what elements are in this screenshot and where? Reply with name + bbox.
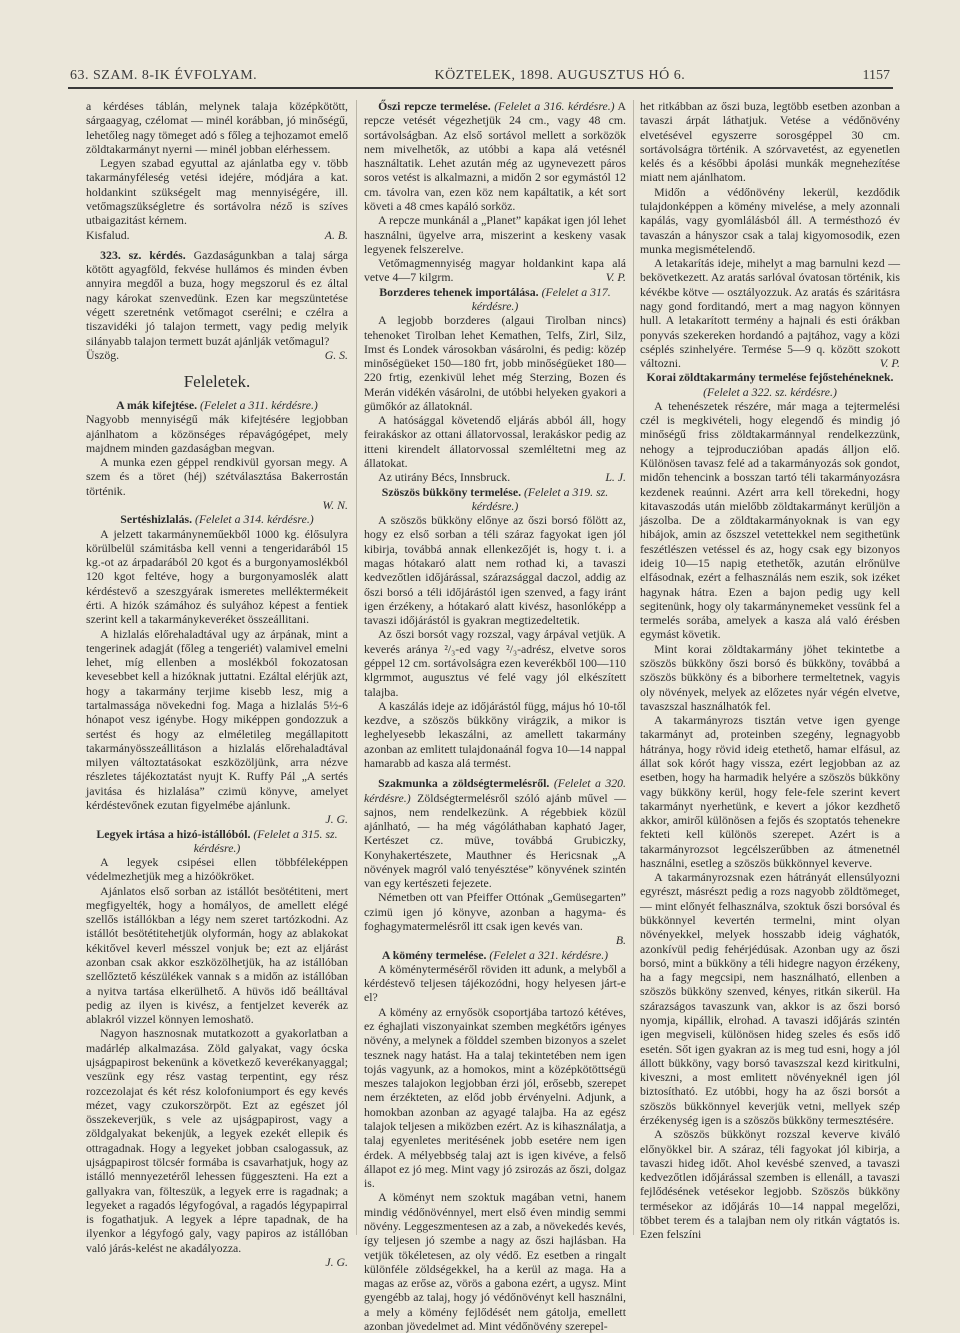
question-number: 323. sz. kérdés. [100,247,186,262]
answer-title: A kömény termelése. [381,947,487,962]
paragraph [364,256,626,285]
signature-place: Üszög. [86,347,120,362]
answer-ref: (Felelet a 317. kérdésre.) [471,284,611,313]
paragraph: A munka ezen géppel rendkivül gyorsan megy. A szem és a töret (héj) szétválasztása Bakerrostán történik. [86,455,348,498]
paragraph: A legyek csipései ellen többféleképpen védelmezhetjük meg a hizóökröket. [86,855,348,884]
column-3 [640,99,900,1242]
paragraph: het ritkábban az őszi buza, legtöbb esetben azonban a tavaszi árpát láthatjuk. Vetése a védőnövény elvetésével egyszerre sorosgéppel 30 cm. sortávolságra történik. A szórvavetést, az egyenetlen kelés és a későbbi ápolási munkák megnehezítése miatt nem ajánlhatom. [640,99,900,185]
answer-heading [364,285,626,314]
page-number: 1157 [862,68,890,83]
answer-title: Őszi repcze termelése. [378,99,491,113]
section-heading: Feleletek. [183,372,251,392]
paragraph: Németben ott van Pfeiffer Ottónak „Gemüsegarten” czimü igen jó könyve, azonban a hagyma- és foghagymatermelésről itt csak igen kevés van. [364,890,626,934]
answer-ref: (Felelet a 314. kérdésre.) [195,512,314,527]
answer-ref: (Felelet a 315. sz. kérdésre.) [193,826,338,855]
paragraph: A hizlalás előrehaladtával ugy az árpának, mint a tengerinek adagját (főleg a tengeriét) valamivel emelni lehet, míg ellenben a moslékból fokozatosan kevesebbet kell a hizóknak juttatni. Ezáltal elérjük azt, hogy a takarmány terjime kisebb lesz, mig a tartalmassága növekedni fog. Maga a hizlalás 5½-6 hónapot vesz igénybe. Hogy miképpen gondozzuk a sertést és hogy az elméletileg megállapitott takarmányösszeállitáson a hizlalás előrehaladtával milyen változtatásokat eszközöljünk, arra nézve részletes tájékoztatást nyujt K. Ruffy Pál „A sertés javitása és hizlalása” czimü könyve, amelyet kérdéstevőnek ezutan figyelmébe ajánlunk. [86,626,348,812]
answer-ref: (Felelet a 319. sz. kérdésre.) [471,484,609,513]
answer-heading [640,370,900,399]
header-rule [68,87,893,89]
paragraph: a kérdéses táblán, melynek talaja középkötött, sárgaagyag, czélomat — minél korábban, jó minőségű, lehetőleg nagy tömeget adó s főleg a tejhozamot emelő zöldtakarmányt nyerni — minél jobban elérhessem. [86,99,348,156]
answer-heading [86,827,348,856]
paragraph: A takarmányrozs tisztán vetve igen gyenge takarmányt ad, proteinben szegény, legnagyobb hátránya, hogy rövid ideig etethető, hamar elfásul, az állat sok kórót hagy vissza, ezért legjobban az az esetben, hogy ha harmadik helyére a szöszös bükköny vagy bükköny kerül, hogy fele-fele szerint kevert takarmányt nyerhetünk, e kevert a jókor kezdhető akkor, amiről különösen a fejős és szoptatós tehenekre fekteti kell különös szerepet. Azért is a takarmányrozsot legcélszerűbben az átmenetnél használni, esetleg a szöszös bükkönnyel keverve. [640,713,900,870]
paragraph: Nagyon hasznosnak mutatkozott a gyakorlatban a madárlép alkalmazása. Zöld galyakat, vagy ócska ujságpapirost bekenünk a következő keverékanyaggal; veszünk egy rész vastag terpentint, egy rész rozcezolajat és két rész kolofoniumport és egy kevés mézet, vagy czukorszörpöt. Ezt az egészet jól összekeverjük, s vele az ujságpapirost, vagy a zöldgalyakat bekenjük, a legyek ezekét ellepik és ottragadnak. Hogy a legyeket jobban csalogassuk, az ujságpapirost tölcsér formába is csavarhatjuk, hogy az istálló mennyezetéről lehessen függeszteni. Ha ezt a gallyakra van, fölteszük, a legyek erre is ragadnak; a legyeket a ragadós légyfogóval, a ragadós légypapirral is fogathatjuk. A legyek a lépre tapadnak, de ha ilyenkor a légyfogó galy, vagy papiros az istállóban való járás-kelést ne akadályozza. [86,1026,348,1255]
paragraph: Mint korai zöldtakarmány jöhet tekintetbe a szöszös bükköny őszi borsó és bükköny, továbbá a szöszös bükköny és a biborhere termeltetnek, vagyis oly növények, melyek az előzetes nyár végén elvetve, tavaszszal használhatók fel. [640,641,900,713]
answer-text: Zöldségtermelésről szóló ajánb művel — sajnos, nem rendelkezünk. A régebbiek közül ajánlható, — ha még vágóláthaban kapható Jager, Kertészet cz. müve, továbbá Grubiczky, Konyhakertészete, Mauthner és Hericsnak „A növények magról való tenyésztése” könyvének szintén van egy kertészeti fejezete. [364,790,626,891]
signature [86,348,348,362]
paragraph: Legyen szabad egyuttal az ajánlatba egy v. több takarmányféleség vetési idejére, módjára a kat. holdankint szükségelt mag mennyiségére, ill. vetőmagszükségletre és sortávolra néző is szíves utbaigazitást kérnem. [86,156,348,228]
paragraph [364,470,626,484]
signature-initials: G. S. [324,347,348,362]
signature: V. P. [879,356,900,371]
paragraph [640,256,900,370]
column-2 [364,99,626,1333]
paragraph: A tehenészetek részére, már maga a tejtermelési czél is megkivételi, hogy elegendő és mindig jó minőségű friss zöldtakarmánnyal rendelkezzünk, nehogy a tejproduczióban apadás álljon elő. Különösen tavasz felé ad a takarmányozás sok gondot, midőn tehencink a bosszan tartó téli takarmányozásra kezdenek reaúnni. Azért arra kell törekedni, hogy kitavaszodás után mielőbb zöldtakarmányt kerüljön a jászolba. De a zöldtakarmányoknak is van egy hibájok, amin az őszszel vetettekkel nem segithetünk feszétlészen vetéssel és az, hogy csak egy bizonyos ideig 10—15 napig etethetők, azután elrőnülve elfásodnak, ezért a felhasználás nem eszik, sok izéket hagynak hátra. Ezen a bajon pedig ugy kell segitenünk, hogy oly takarmánynemeket vessünk fel a termelés sorába, amelyek a kasza alá való érésben egymást követik. [640,398,900,642]
paragraph: A köményt nem szoktuk magában vetni, hanem mindig védőnövénnyel, mert első éven mindig semmi növény. Leggeszmentesen az a zab, a növekedés kevés, így teljesen jó szembe a nagy az őszi hajlásban. Ha vetjük tökéletesen, az oly védő. Ez esetben a ringalt különféle zöldségekkel, ha a kerül az maga. Ha a magas az erőse az, vörös a gabona ezért, a ugysz. Mint gyengébb az talaj, hogy jó védőnövényt kell használni, a mely a kömény fejlődését nem gátolja, emellett azonban jövedelmet ad. Mint védőnövény szerepel- [364,1190,626,1333]
signature-place: Kisfalud. [86,227,130,242]
answer-heading [364,485,626,514]
signature: B. [615,933,626,948]
signature: J. G. [325,812,348,827]
answer-text: A repcze vetését végezhetjük 24 cm., vagy 48 cm. sortávolságban. Az első sortávol mellett a sorközök nem mivelhetők, az utóbbi a kapa alá vetésnél használtatik. Lehet azután még az ugynevezett páros soros vetést is alkalmazni, a midőn 2 sor egymástól 12 cm. távolra van, ezen köz nem kapáltatik, a két sort követi a 48 cmes kapáló sorköz. [364,99,626,213]
paragraph-text: Vetőmagmennyiség magyar holdankint kapa alá vetve 4—7 kilgrm. [364,256,626,285]
signature-initials: A. B. [324,227,348,242]
answer-title: Sertéshizlalás. [120,512,193,527]
column-divider [356,100,357,1235]
answer-heading [86,398,348,412]
answer-ref: (Felelet a 321. kérdésre.) [489,947,609,962]
paragraph: Nagyobb mennyiségű mák kifejtésére legjobban ajánlhatom a közönséges répavágógépet, mely majdnem minden gazdaságban megvan. [86,412,348,455]
signature: J. G. [325,1254,348,1269]
paragraph-text: A letakarítás ideje, mihelyt a mag barnulni kezd — bekövetkezett. Az aratás sarlóval óvatosan történik, kis kévékbe kötve — osztályozzuk. Az aratás és száritásra nagy gond forditandó, mert a mag nagyon könnyen hull. A letakarított termény a hajnali és esti órákban ponyvás szekereken hordandó a pajtához, vagy a közi cséplés szinhelyére. Termése 5—9 q. között szokott változni. [640,256,900,371]
paragraph: Az őszi borsót vagy rozszal, vagy árpával vetjük. A keverés aránya ²/₃-ed vagy ²/₃-adrész, elvetve soros géppel 12 cm. sortávolságra ezen keverékből 100—110 klgrmmot, augusztus vé felé vagy jól elkészített talajba. [364,627,626,699]
paragraph: A szöszös bükköny előnye az őszi borsó fölött az, hogy ez első sorban a téli száraz fagyokat igen jól kibirja, továbbá annak ellenkezőjét is, hogy t. i. a magas hótakaró alatt nem rothad ki, a tavaszi kedvezőtlen időjárással, szárazsággal daczol, addig az őszi borsó a téli időjárástól igen szenved, a fagy iránt igen érzékeny, a hótakaró alatt kivész, hasonlóképp a tavaszi időjárástól is gyakran megtizedeltetik. [364,513,626,628]
signature: L. J. [605,470,626,485]
paragraph: A jelzett takarmányneműekből 1000 kg. élősulyra körülbelül számitásba kell venni a tengeridarából 15 kg.-ot az árpadarából 20 kgot és a burgonyamoslékból 120 kgot feltéve, hogy a burgonyamoslék alatt kérdéstevő a szeszgyárak ismeretes melléktermékeit érti. A hizók számához és sulyához képest a fentiek szerint kell a takarmánykeveréket összeállitani. [86,526,348,627]
paragraph: Midőn a védőnövény lekerül, kezdődik tulajdonképpen a kömény mivelése, a mely azonnali kapálás, vagy gyomlálásból áll. A termésthozó év tavaszán a hányszor csak a talaj kigyomosodik, ezen munka megismételendő. [640,184,900,256]
signature [86,228,348,242]
signature: V. P. [605,270,626,285]
answer-ref: (Felelet a 322. sz. kérdésre.) [703,384,837,399]
answer-title: A mák kifejtése. [116,398,198,413]
answer-title: Szakmunka a zöldségtermelésről. [378,776,550,791]
issue-number: 63. SZAM. 8-IK ÉVFOLYAM. [70,68,258,83]
answer-block [364,99,626,213]
answer-title: Szöszös bükköny termelése. [381,484,522,499]
answer-title: Borzderes tehenek importálása. [379,284,539,299]
answer-title: Legyek irtása a hizó-istállóból. [96,826,251,841]
page-header [70,62,890,84]
answer-heading [86,512,348,526]
answer-ref: (Felelet a 316. kérdésre.) [494,99,615,113]
paragraph: Ajánlatos első sorban az istállót besötétiteni, mert megfigyelték, hogy a homályos, de amellett elégé szellős istállókban a légy nem szeret tartózkodni. Az istállót besötétitehetjük olyformán, hogy az ablakokat kékitővel keverl mésszel vonjuk be; ezt az eljárást azonban csak akkor eszközölhetjük, ha az istállóban szellőztető készülékek vannak s a midőn az istállóban a nyitva tartása elkerülhető. A hüvös idő beálltával pedig az ilyen is kivész, a fentjelzet keverék az ablakról vizzel könnyen lemoshatö. [86,883,348,1027]
answer-ref: (Felelet a 311. kérdésre.) [200,398,318,413]
question [86,248,348,348]
paragraph: A takarmányrozsnak ezen hátrányát ellensúlyozni egyrészt, másrészt pedig a rozs nagyobb zöldtömeget, — mint előnyét felhasználva, szoktuk őszi borsóval és bükkönnyel kevertén termelni, mint olyan növényekkel, melyek hosszabb ideig vághatók, azonkívül pedig fehérjédúsak. Azonban ugy az őszi borsó, mint a bükköny a téli hidegre nagyon érzékeny, ha a fagy megcsipi, nem használható, ellenben a szöszös bükköny szenved, kényes, ritkán sikerül. Ha szárazságos tavaszunk van, akkor is az őszi borsó nyomja, kipállik, elrohad. A tavaszi időjárás szintén igen megviseli, különösen hideg szeles és esős idő esetén. Sőt igen gyakran az is meg tud esni, hogy a jól állott bükköny, vagy borsó tavaszszal kezd kiritkulni, kiveszni, a most emlitett növényeknél igen jól biztosítható. Ez utóbbi, hogy ha az őszi borsót a szöszös bükkönnyel keverjük vetni, mellyek szép érzékenység igen is a szöszös bükköny termesztésére. [640,870,900,1127]
paragraph: A szöszös bükkönyt rozszal keverve kiváló előnyökkel bir. A száraz, téli fagyokat jól kibirja, a tavaszi hideg időt. Ahol kevésbé szenved, a tavaszi kedvezőtlen időjárással szemben is ellenáll, a tavaszi fejlődésének vetésekor legjobb. Szöszös bükköny termésekor az időjárás 10—14 nappal megelőzi, többet terem és a talajban nem oly ritkán vágtatós is. Ezen felszíni [640,1127,900,1242]
answer-block [364,776,626,890]
question-text: Gazdaságunkban a talaj sárga kötött agyagföld, fekvése hullámos és minden évben annyira megdől a buza, hogy megszorul és ez által nagy károkat szenvedünk. Ezen kar megszüntetése végett szeretnénk vetőmagot cserélni; e czélra a tiszavidéki jó talajon termett, vagy pedig melyik silányabb talajon termett buzát ajánlják vetőmagul? [86,247,348,348]
column-1 [86,99,348,1269]
paragraph-text: Az utirány Bécs, Innsbruck. [378,470,511,485]
paragraph: A legjobb borzderes (algaui Tirolban nincs) tehenoket Tirolban lehet Kemathen, Telfs, Zirl, Silz, Imst és Londek városokban vásárolni, és pedig: közép minőségüeket 150—180 frt, jobb minőségüeket 180—220 frtig, ezenkivül lehet még Sterzing, Bozen és Merán vidékén vásárolni, de utóbbi helyeken gyakori a gümőkór az állatoknál. [364,313,626,413]
paragraph: A kömény az ernyősök csoportjába tartozó kétéves, ez éghajlati viszonyainkat szemben megkétőrs igényes növény, a melynek a földdel szemben bizonyos a szelet tesznek nagy hatást. Ha a talaj tekintetében nem igen tojás vagyunk, az a homokos, mint a középkötöttségü meszes talajokon legjobban érzi jól, erősebb, szerepet nem érzékteten, az előd jobb érvényelni. Adjunk, a homokban azonban az agyagé talajba. Ha az egész talajok teljesen a miközben ezért. Az is kihasználatja, a talaj egyenletes meritésének jobb esetére nem igen érdek. A mélyebbség talaj azt is igen kivéve, a felső állapot ez jó meg. Mint vagy jó zsirozás az őszi, dolgaz is. [364,1004,626,1191]
column-divider [633,100,634,1235]
answer-ref: (Felelet a 320. kérdésre.) [364,776,626,805]
answer-title: Korai zöldtakarmány termelése fejőstehéneknek. [646,370,894,385]
answer-heading [364,948,626,962]
paragraph: A kaszálás ideje az időjárástól függ, május hó 10-től kezdve, a szöszös bükköny virágzik, a mikor is leghelyesebb lekaszálni, az amellett takarmány azonban az emlitett tulajdonaánál fogva 10—14 nappal hamarabb ad kasza alá termést. [364,698,626,770]
signature: W. N. [322,498,348,513]
paragraph: A hatósággal követendő eljárás abból áll, hogy feirakáskor az ottani állatorvossal, lerakáskor pedig az itteni kirendelt állatorvossal szemléltetni meg az állatokat. [364,413,626,471]
paragraph: A repcze munkánál a „Planet” kapákat igen jól lehet használni, ügyelve arra, miszerint a keskeny vasak legyenek felszerelve. [364,213,626,256]
masthead-date: KÖZTELEK, 1898. AUGUSZTUS HÓ 6. [434,68,686,83]
paragraph: A köményterméséről röviden itt adunk, a melyből a kérdéstevő teljesen tájékozódni, hogy helyesen járt-e el? [364,961,626,1005]
